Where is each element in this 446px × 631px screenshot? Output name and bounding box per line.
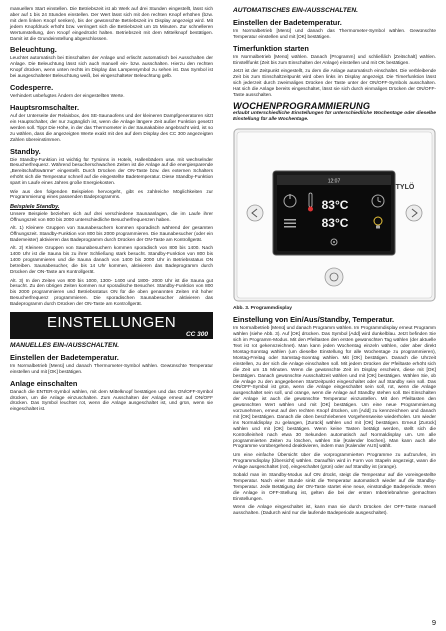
heading-standby: Standby.: [10, 146, 41, 156]
heading-beispiele: Beispiele Standby.: [10, 204, 60, 211]
center-knob[interactable]: [325, 268, 343, 286]
paragraph-einstellen-bad-right: Im Normalbetrieb [Menü] und danach das Thermometer-Symbol wählen. Gewünschte Temperatur einstellen und mit [OK] bestätigen.: [233, 28, 436, 40]
paragraph-hauptstromschalter: Auf der Unterseite der Relaisbox, des SE-Saunaofens und der kleineren Dampfgeneratoren sitzt ein Hauptschalter, der nur zugänglich ist, wenn die Anlage längere Zeit außer Funktion gesetzt werden soll. Tipp! Die Höhe, in der das Thermometer in der Saunakabine angebracht wird, ist so zu wählen, dass die angezeigten Werte exakt mit den auf dem Display des CC 300 angezeigten Zahlen übereinstimmen.: [10, 113, 213, 143]
heading-einstellen-bad-right: Einstellen der Badetemperatur.: [233, 17, 342, 27]
right-knob[interactable]: [406, 205, 422, 221]
display-screen: [273, 171, 395, 255]
left-column: [10, 7, 213, 416]
figure-caption: Abb. 3. Programmdisplay: [233, 306, 292, 312]
heading-manuelles: MANUELLES EIN-/AUSSCHALTEN.: [10, 342, 120, 350]
brand-logo: TYLÖ: [395, 184, 415, 192]
menu-icon[interactable]: [284, 219, 296, 228]
paragraph-standby-2: Wie aus den folgenden Beispielen hervorgeht, gibt es zahlreiche Möglichkeiten zur Programmierung eines passenden Badeprogramms.: [10, 189, 213, 201]
paragraph-alt-3: Alt. 3) In den Zeiten von 800 bis 1000, 1300- 1400 und 1800- 2000 Uhr ist die Sauna gut besucht. Zu den übrigen Zeiten kommen nur sporadische Besucher. Standby-Funktion von 800 bis 2000 programmieren und Betriebsstatus ON für die oben genannten Zeiten mit hoher Besucherfrequenz programmieren. Die sporadischen Saunabesucher aktivieren das Badeprogramm durch Drücken der ON-Taste am Kontrollgerät.: [10, 278, 213, 308]
heading-timer: Timerfunktion starten: [233, 43, 309, 53]
paragraph-codesperre: Verhindert unbefugtes Ändern der eingestellten Werte.: [10, 94, 125, 100]
paragraph-standby-1: Die Standby-Funktion ist wichtig für Tyrsinns in Hotels, Hallenbädern usw. mit wechselnder Besucherfrequenz. Während besucherschwachen Zeiten ist die Anlage auf die energiesparende „Bereitschaftswärme“ eingestellt. Durch Drücken der ON-Taste bzw. des externen Schalters erhöht sich die Temperatur schnell auf die eingestellte Badetemperatur. Diese Standby-Funktion spart im Laufe eines Jahres große Energiekosten.: [10, 157, 213, 187]
intro-paragraph: manuellem Start einstellen. Die Betriebszeit ist ab Werk auf drei Stunden eingestellt, lässt sich aber auf 1 bis 24 Stunden einstellen. Der Wert lässt sich mit den rechten Knopf erhöhen (bzw. mit dem linken Knopf senken), bis der gewünschte Betriebszeit im Display angezeigt wird. Mit jedem Knopfdruck erhöht bzw. verringert sich die Betriebszeit um 15 Minuten. Zur schnelleren Wertumstellung, den Knopf eingedrückt halten. Betriebszeit mit dem Mittelknopf bestätigen. Damit ist die Grundeinstellung abgeschlossen.: [10, 7, 213, 42]
paragraph-einstellen-bad-left: Im Normalbetrieb [Menü] und danach Thermometer-Symbol wählen. Gewünschte Temperatur einstellen und mit [OK] bestätigen.: [10, 363, 213, 375]
control-panel-figure: [233, 127, 436, 303]
display-temperature-left: 83°C: [321, 198, 349, 213]
left-knob[interactable]: [247, 205, 263, 221]
heading-einstellung-standby: Einstellung von Ein/Aus/Standby, Temperatur.: [233, 315, 395, 325]
heading-hauptstromschalter: Hauptsromschalter.: [10, 102, 80, 112]
heading-beleuchtung: Beleuchtung.: [10, 45, 57, 55]
heading-automatisches: AUTOMATISCHES EIN-/AUSSCHALTEN.: [233, 7, 358, 14]
paragraph-standby-3-right: Sobald man im Standby-Modus auf ON drückt, steigt die Temperatur auf die voreingestellte Temperatur. Nach einer Stunde sinkt die Temperatur automatisch wieder auf die Standby-Temperatur. Jede Betätigung der ON-Taste startet eine neue, einstündige Badeperiode. Wenn die Anlage in OFF-Stellung ist, gelten die bei der ersten Inbetriebnahme gemachten Einstellungen.: [233, 473, 436, 502]
display-time: 12:07: [327, 178, 341, 185]
einstellungen-banner: [10, 312, 213, 339]
banner-subtitle: CC 300: [185, 331, 208, 339]
paragraph-anlage-ein: Danach die ENTER-Symbol wählen, mit dem Mittelknopf bestätigen und das ON/OFF-Symbol drücken, um die Anlage einzuschalten. Zum Ausschalten der Anlage erneut auf ON/OFF drücken. Das Symbol leuchtet rot, wenn die Anlage ausgeschaltet ist, und grün, wenn sie eingeschaltet ist.: [10, 389, 213, 413]
paragraph-timer-1: Im Normalbetrieb [Menü] wählen. Danach [Programm] und schließlich [Zeitschalt] wählen. Einstellfunkt (Zeit bis zum Einschalten der Anlage) einstellen und mit OK bestätigen.: [233, 54, 436, 66]
paragraph-alt-1: Alt. 1) Kleinere Gruppen von Saunabesuchern kommen sporadisch während der gesamten Öffnungszeit. Standby-Funktion von 800 bis 2000 programmieren. Die Saunabesucher (oder ein Bademeister) aktivieren das Badeprogramm durch Drücken der ON-Taste am Kontrollgerät.: [10, 226, 213, 244]
display-temperature-right: 83°C: [321, 216, 349, 231]
banner-title: EINSTELLUNGEN: [47, 314, 176, 332]
paragraph-standby-1-right: Im Normalbetrieb [Menü] und danach Programm wählen. Im Programmdisplay erneut Programm wählen (siehe Abb. 3). Auf [OK] drücken. Das Symbol [Add] wird dunkelblau. Jetzt befinden Sie sich im Programm-Modus. Mit den Pfeiltasten den ersten gewünschten Tag wählen (der aktuelle Text ist rot gekennzeichnet). Man kann jeden Wochentag einzeln wählen, oder aber direkt Montag-Sonntag wählen (um dieselbe Einstellung für alle Wochentage zu programmieren), Montag-Freitag oder Samstag-Sonntag wählen. Mit [OK] bestätigen. Danach die Uhrzeit einstellen, zu der sich die Anlage einschalten soll. Mit jedem Drücken der Pfeiltaste erhöht sich die Zeit um 15 Minuten. Wenn die gewünschte Zeit im Display erscheint, diese mit [OK] bestätigen. Danach gewünschte Ausschaltzeit wählen und mit [OK] bestätigen. Wählen Sie, ob die Anlage zu den angegebenen Startzeitpunkt eingeschaltet oder auf Standby sein soll. Das ON/OFF-Symbol ist grün, wenn die Anlage eingeschaltet sein soll, rot, wenn die Anlage ausgeschaltet sein soll, und orange, wenn die Anlage auf Standby stehen soll. Bei Einschalten der Anlage ist auch die gewünschte Temperatur einzustellen. Mit den Pfeiltasten den gewünschten Wert wählen und mit [OK] bestätigen. Um eine neue Programmierung vorzunehmen, erneut auf den rechten Knopf drücken, um [Add] zu kennzeichnen und danach mit [OK] bestätigen. Danach die oben beschriebenen Vorgehensweise wiederholen. Um wieder ins Normaldisplay zu gelangen, [Zurück] wählen und mit [OK] bestätigen. Erneut [Zurück] wählen und mit [OK] bestätigen. Wenn keine Tasten betätigt werden, stellt sich die Kontrolleinheit nach etwa 30 Sekunden automatisch auf Normaldisplay um. Um alle programmierten Zeiten zu löschen, wählen Sie [Kalender löschen]. Man kann auch alle Programme vorübergehend deaktivieren, indem man [Kalender AUS] wählt.: [233, 326, 436, 450]
paragraph-beleuchtung: Leuchtet automatisch bei Einschalten der Anlage und erlischt automatisch bei Ausschalten der Anlage. Die Beleuchtung lässt sich auch manuell ein- bzw. ausschalten. Hierzu den rechten Knopf drücken, wenn unten rechts im Display das Lampensymbol zu sehen ist. Das Symbol ist bei ausgeschalteter Beleuchtung weiß, bei eingeschalteter Beleuchtung gelb.: [10, 56, 213, 80]
paragraph-beispiele: Unsere Beispiele beziehen sich auf drei verschiedene Saunaanlagen, die im Laufe ihrer Öffnungszeit von 800 bis 2000 unterschiedliche Besucherfrequenzen haben.: [10, 211, 213, 223]
paragraph-standby-4-right: Wenn die Anlage eingeschaltet ist, kann man sie durch Drücken der OFF-Taste manuell ausschalten. (Dadurch wird nur die laufende Badeperiode ausgeschaltet).: [233, 505, 436, 517]
right-column: [233, 7, 436, 519]
control-panel-illustration: [233, 127, 436, 303]
paragraph-standby-2-right: Um eine einfache Übersicht über die vorprogrammierten Programme zu aufzurufen, im Programmdisplay [Übersicht] wählen. Daraufhin wird in Form von Stapeln angezeigt, wann die Anlage ausgeschaltet (rot), eingeschaltet (grün) oder auf Standby ist (orange).: [233, 452, 436, 470]
paragraph-timer-2: Jetzt ist der Zeitpunkt eingestellt, zu dem die Anlage automatisch einschaltet. Die verbleibende Zeit bis zum Einschaltzeitpunkt wird oben links im Display angezeigt. Die Timerfunktion lässt sich jederzeit durch zweimaliges Drücken der Taste unter der ON/OFF-Symbols ausschalten. Hat sich die Anlage bereits eingeschaltet, lässt sie sich durch einmaliges Drücken der ON/OFF-Taste ausschalten.: [233, 68, 436, 98]
heading-wochenprogrammierung: WOCHENPROGRAMMIERUNG: [233, 101, 371, 112]
page-number: 9: [431, 618, 436, 627]
subtitle-wochenprogrammierung: erlaubt unterschiedliche Einstellungen für unterschiedliche Wochentage oder dieselbe Einstellung für alle Wochentage.: [233, 111, 436, 123]
paragraph-alt-2: Alt. 2) Kleinere Gruppen von Saunabesuchern kommen sporadisch von 800 bis 1400. Nach 1400 Uhr ist die Sauna bis zu ihrer Schließung stark besucht. Standby-Funktion von 800 bis 1400 programmieren und die Sauna danach von 1400 bis 2000 Uhr in Betriebsstatus ON betreiben. Saunabesucher, die bis 14 Uhr kommen, aktivieren das Badeprogramm durch Drücken der ON-Taste am Kontrollgerät.: [10, 246, 213, 276]
heading-einstellen-bad-left: Einstellen der Badetemperatur.: [10, 352, 119, 362]
heading-anlage-ein: Anlage einschalten: [10, 378, 78, 388]
heading-codesperre: Codesperre.: [10, 83, 54, 93]
